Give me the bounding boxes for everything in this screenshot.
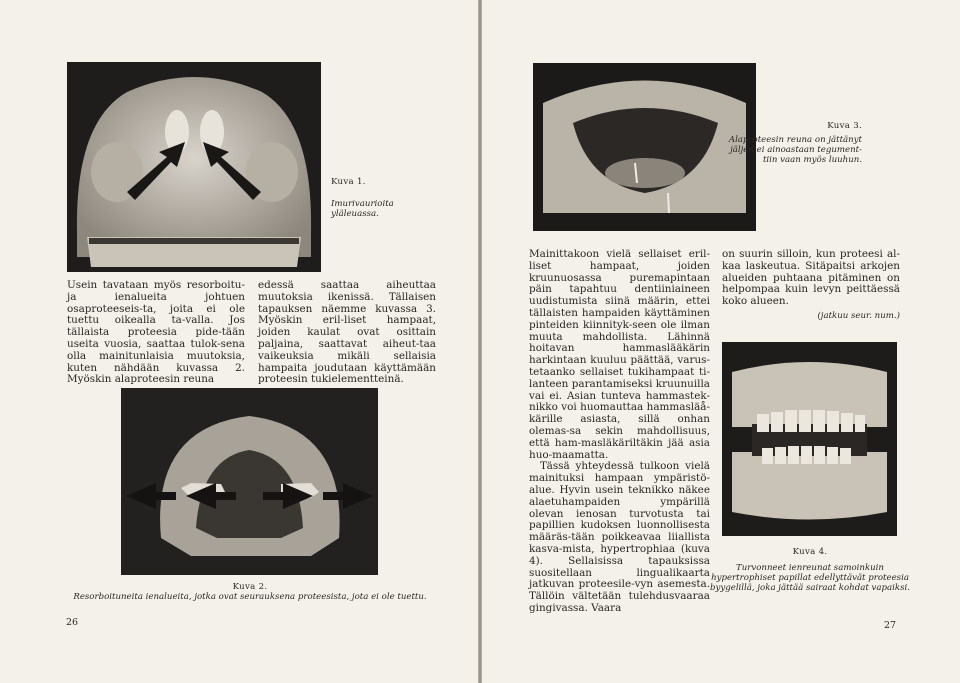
left-column-1-text: Usein tavataan myös resorboitu-ja ienalueita johtuen osaproteeseis-ta, joita ei ole tuettu oikealla ta-valla. Jos tällaista proteesia pide-tään useita vuosia, saattaa tulok-sena olla mainitunlaisia muutoksia, kuten nähdään kuvassa 2. Myöskin alaproteesin reuna xyxy=(67,279,245,386)
maxillary-cast-image xyxy=(67,62,321,272)
figure-4-label: Kuva 4. xyxy=(792,547,828,557)
dentition-model-image xyxy=(722,342,897,536)
figure-3-caption-text: Alaproteesin reuna on jättänyt jäljen ei ainoastaan tegument-tiin vaan myös luuhun. xyxy=(728,135,862,165)
right-column-1-text: Mainittakoon vielä sellaiset eril-liset hampaat, joiden kruunuosassa puremapintaan päin tapahtuu dentiiniaineen uudistumista siinä määrin, ettei tällaisten hampaiden käyttäminen pinteiden kiinnityk-seen ole ilman muuta mahdollista. Lähinnä hoitavan hammaslääkärin harkintaan kuuluu päättää, varus-tetaanko sellaiset tukihampaat ti-lanteen parantamiseksi kruunuilla vai ei. Asian tunteva hammastek-nikko voi huomauttaa hammasläå-kärille asiasta, sillä onhan olemas-sa sekin mahdollisuus, että ham-masläkäriltäkin jää asia huo-maamatta. Tässä yhteydessä tulkoon vielä mainituksi hampaan ympäristö-alue. Hyvin usein teknikko näkee alaetuhampaiden ympärillä olevan ienosan turvotusta tai papillien kudoksen luonnollisesta määräs-tään poikkeavaa liiallista kasva-mista, hypertrophiaa (kuva 4). Sellaisissa tapauksissa suositellaan lingualikaarta jatkuvan proteesile-vyn asemesta. Tällöin vältetään tulehdusvaaraa gingivassa. Vaara xyxy=(529,248,710,614)
figure-3-label: Kuva 3. xyxy=(827,121,862,131)
figure-1-caption xyxy=(331,177,411,219)
figure-4-caption-text: Turvonneet ienreunat samoinkuin hypertrophiset papillat edellyttävät proteesia byygelillä, joka jättää sairaat kohdat vapaiksi. xyxy=(710,563,910,593)
left-column-2-text: edessä saattaa aiheuttaa muutoksia ikenissä. Tällaisen tapauksen näemme kuvassa 3. Myöskin eril-liset hampaat, joiden kaulat ovat osittain paljaina, saattavat aiheut-taa vaikeuksia mikäli sellaisia hampaita joudutaan käyttämään proteesin tukielementteinä. xyxy=(258,279,436,386)
figure-3-caption xyxy=(722,121,862,165)
page-number-left: 26 xyxy=(66,617,79,628)
figure-1-photo xyxy=(67,62,321,272)
lower-denture-image xyxy=(121,388,378,575)
figure-1-label: Kuva 1. xyxy=(331,177,366,187)
right-column-2-text: on suurin silloin, kun proteesi al-kaa laskeutua. Sitäpaitsi arkojen alueiden puhtaana pitäminen on helpompaa kuin levyn peittäessä koko alueen. xyxy=(722,248,900,308)
page-number-right: 27 xyxy=(884,620,897,631)
figure-4-photo xyxy=(722,342,897,536)
figure-2-photo xyxy=(121,388,378,575)
figure-4-caption xyxy=(710,547,910,593)
figure-2-caption xyxy=(60,582,440,602)
left-page xyxy=(0,0,478,683)
continued-note: (jatkuu seur. num.) xyxy=(817,311,900,321)
figure-1-caption-text: Imurivaurioita yläleuassa. xyxy=(331,199,394,219)
figure-2-label: Kuva 2. xyxy=(232,582,268,592)
right-page xyxy=(482,0,960,683)
figure-2-caption-text: Resorboituneita ienalueita, jotka ovat seurauksena proteesista, jota ei ole tuettu. xyxy=(73,592,427,602)
